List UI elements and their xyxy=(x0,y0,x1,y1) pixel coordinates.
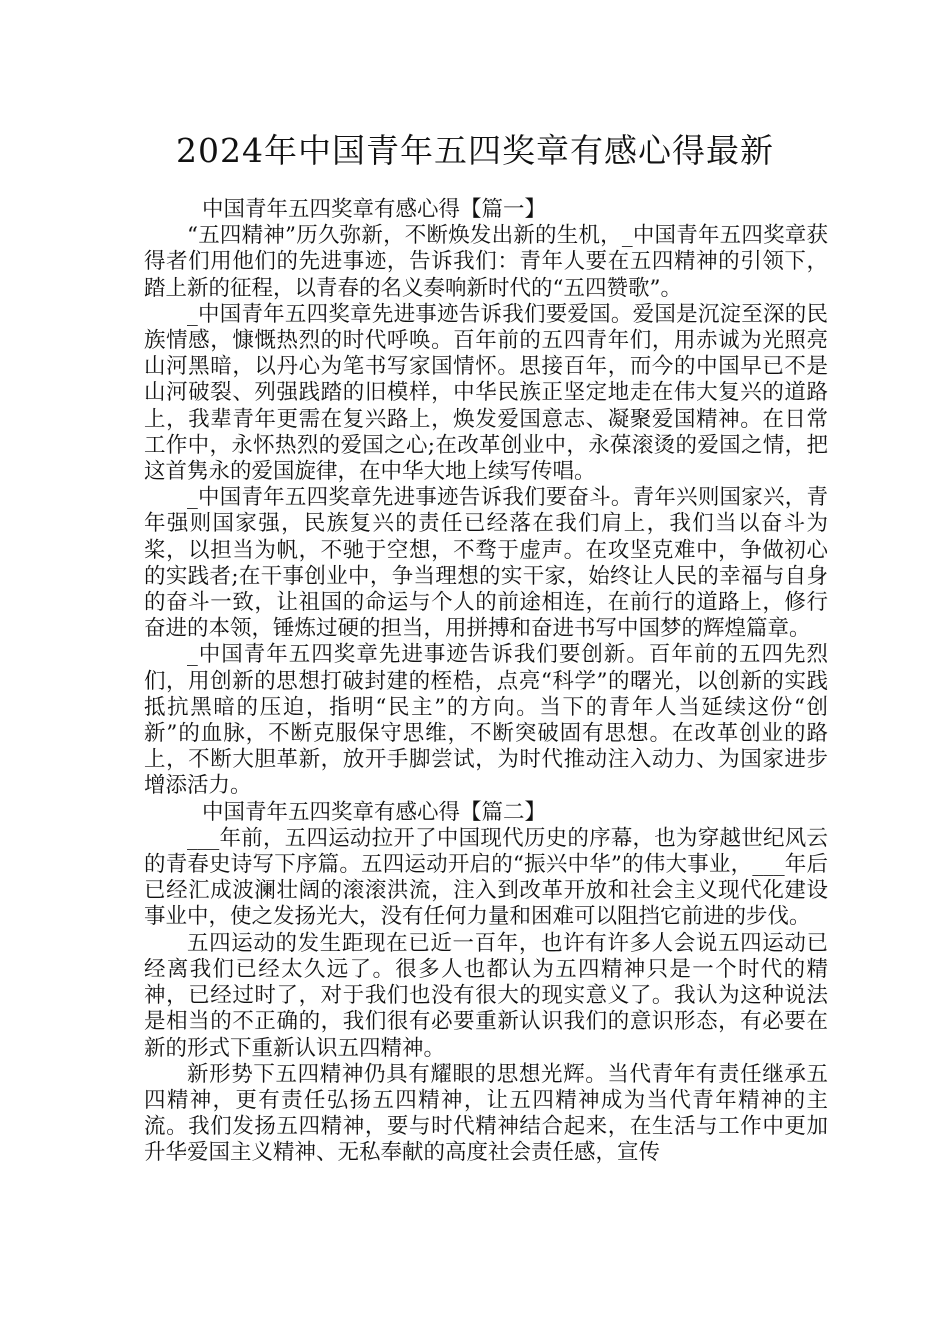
document-title: 2024年中国青年五四奖章有感心得最新 xyxy=(176,131,774,170)
paragraph: _中国青年五四奖章先进事迹告诉我们要创新。百年前的五四先烈们，用创新的思想打破封建的桎梏，点亮“科学”的曙光，以创新的实践抵抗黑暗的压迫，指明“民主”的方向。当下的青年人当延续这份“创新”的血脉，不断克服保守思维，不断突破固有思想。在改革创业的路上，不断大胆革新，放开手脚尝试，为时代推动注入动力、为国家进步增添活力。 xyxy=(144,642,828,799)
paragraph: _中国青年五四奖章先进事迹告诉我们要奋斗。青年兴则国家兴，青年强则国家强，民族复兴的责任已经落在我们肩上，我们当以奋斗为桨，以担当为帆，不驰于空想，不骛于虚声。在攻坚克难中，争做初心的实践者;在干事创业中，争当理想的实干家，始终让人民的幸福与自身的奋斗一致，让祖国的命运与个人的前途相连，在前行的道路上，修行奋进的本领，锤炼过硬的担当，用拼搏和奋进书写中国梦的辉煌篇章。 xyxy=(144,485,828,642)
paragraph: ___年前，五四运动拉开了中国现代历史的序幕，也为穿越世纪风云的青春史诗写下序篇。五四运动开启的“振兴中华”的伟大事业，___年后已经汇成波澜壮阔的滚滚洪流，注入到改革开放和社会主义现代化建设事业中，使之发扬光大，没有任何力量和困难可以阻挡它前进的步伐。 xyxy=(144,825,828,930)
paragraph: 新形势下五四精神仍具有耀眼的思想光辉。当代青年有责任继承五四精神，更有责任弘扬五四精神，让五四精神成为当代青年精神的主流。我们发扬五四精神，要与时代精神结合起来，在生活与工作中更加升华爱国主义精神、无私奉献的高度社会责任感，宣传 xyxy=(144,1061,828,1166)
paragraph: “五四精神”历久弥新，不断焕发出新的生机，_中国青年五四奖章获得者们用他们的先进事迹，告诉我们：青年人要在五四精神的引领下，踏上新的征程，以青春的名义奏响新时代的“五四赞歌”。 xyxy=(144,223,828,301)
section-heading-1: 中国青年五四奖章有感心得【篇一】 xyxy=(202,197,547,222)
section-heading-2: 中国青年五四奖章有感心得【篇二】 xyxy=(202,799,547,825)
paragraph: _中国青年五四奖章先进事迹告诉我们要爱国。爱国是沉淀至深的民族情感，慷慨热烈的时代呼唤。百年前的五四青年们，用赤诚为光照亮山河黑暗，以丹心为笔书写家国情怀。思接百年，而今的中国早已不是山河破裂、列强践踏的旧模样，中华民族正坚定地走在伟大复兴的道路上，我辈青年更需在复兴路上，焕发爱国意志、凝聚爱国精神。在日常工作中，永怀热烈的爱国之心;在改革创业中，永葆滚烫的爱国之情，把这首隽永的爱国旋律，在中华大地上续写传唱。 xyxy=(144,301,828,485)
document-body xyxy=(144,197,828,1167)
paragraph: 五四运动的发生距现在已近一百年，也许有许多人会说五四运动已经离我们已经太久远了。很多人也都认为五四精神只是一个时代的精神，已经过时了，对于我们也没有很大的现实意义了。我认为这种说法是相当的不正确的，我们很有必要重新认识我们的意识形态，有必要在新的形式下重新认识五四精神。 xyxy=(144,930,828,1061)
